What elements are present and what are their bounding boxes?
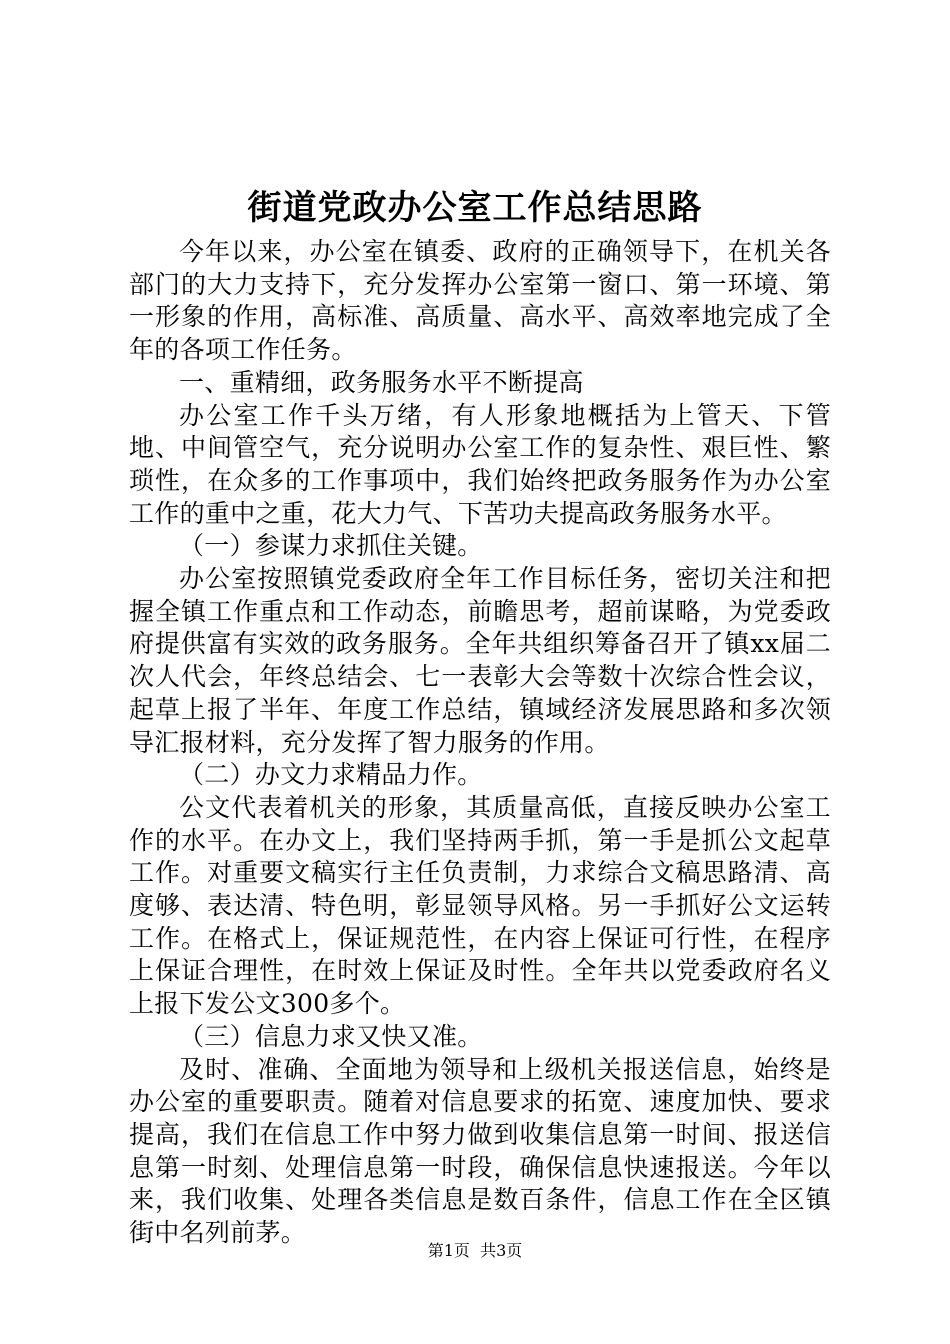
- paragraph-sub-2: 公文代表着机关的形象，其质量高低，直接反映办公室工作的水平。在办文上，我们坚持两手抓，第一手是抓公文起草工作。对重要文稿实行主任负责制，力求综合文稿思路清、高度够、表达清、特色明，彰显领导风格。另一手抓好公文运转工作。在格式上，保证规范性，在内容上保证可行性，在程序上保证合理性，在时效上保证及时性。全年共以党委政府名义上报下发公文300多个。: [129, 792, 831, 1019]
- subheading-3: （三）信息力求又快又准。: [179, 1021, 483, 1051]
- page-total: 共3页: [480, 1241, 523, 1260]
- paragraph-sub-3: 及时、准确、全面地为领导和上级机关报送信息，始终是办公室的重要职责。随着对信息要求的拓宽、速度加快、要求提高，我们在信息工作中努力做到收集信息第一时间、报送信息第一时刻、处理信息第一时段，确保信息快速报送。今年以来，我们收集、处理各类信息是数百条件，信息工作在全区镇街中名列前茅。: [129, 1054, 831, 1248]
- paragraph-sub-1: 办公室按照镇党委政府全年工作目标任务，密切关注和把握全镇工作重点和工作动态，前瞻思考，超前谋略，为党委政府提供富有实效的政务服务。全年共组织筹备召开了镇xx届二次人代会，年终总结会、七一表彰大会等数十次综合性会议，起草上报了半年、年度工作总结，镇域经济发展思路和多次领导汇报材料，充分发挥了智力服务的作用。: [129, 564, 831, 757]
- paragraph-intro: 今年以来，办公室在镇委、政府的正确领导下，在机关各部门的大力支持下，充分发挥办公室第一窗口、第一环境、第一形象的作用，高标准、高质量、高水平、高效率地完成了全年的各项工作任务。: [129, 237, 831, 365]
- page-number: 第1页: [427, 1241, 470, 1260]
- subheading-2: （二）办文力求精品力作。: [179, 760, 483, 790]
- document-body: [129, 236, 831, 1250]
- paragraph-section-1: 办公室工作千头万绪，有人形象地概括为上管天、下管地、中间管空气，充分说明办公室工作的复杂性、艰巨性、繁琐性，在众多的工作事项中，我们始终把政务服务作为办公室工作的重中之重，花大力气、下苦功夫提高政务服务水平。: [129, 400, 831, 528]
- document-title: 街道党政办公室工作总结思路: [247, 188, 703, 228]
- page-footer: [0, 1240, 950, 1262]
- section-heading-1: 一、重精细，政务服务水平不断提高: [179, 367, 584, 397]
- subheading-1: （一）参谋力求抓住关键。: [179, 531, 483, 561]
